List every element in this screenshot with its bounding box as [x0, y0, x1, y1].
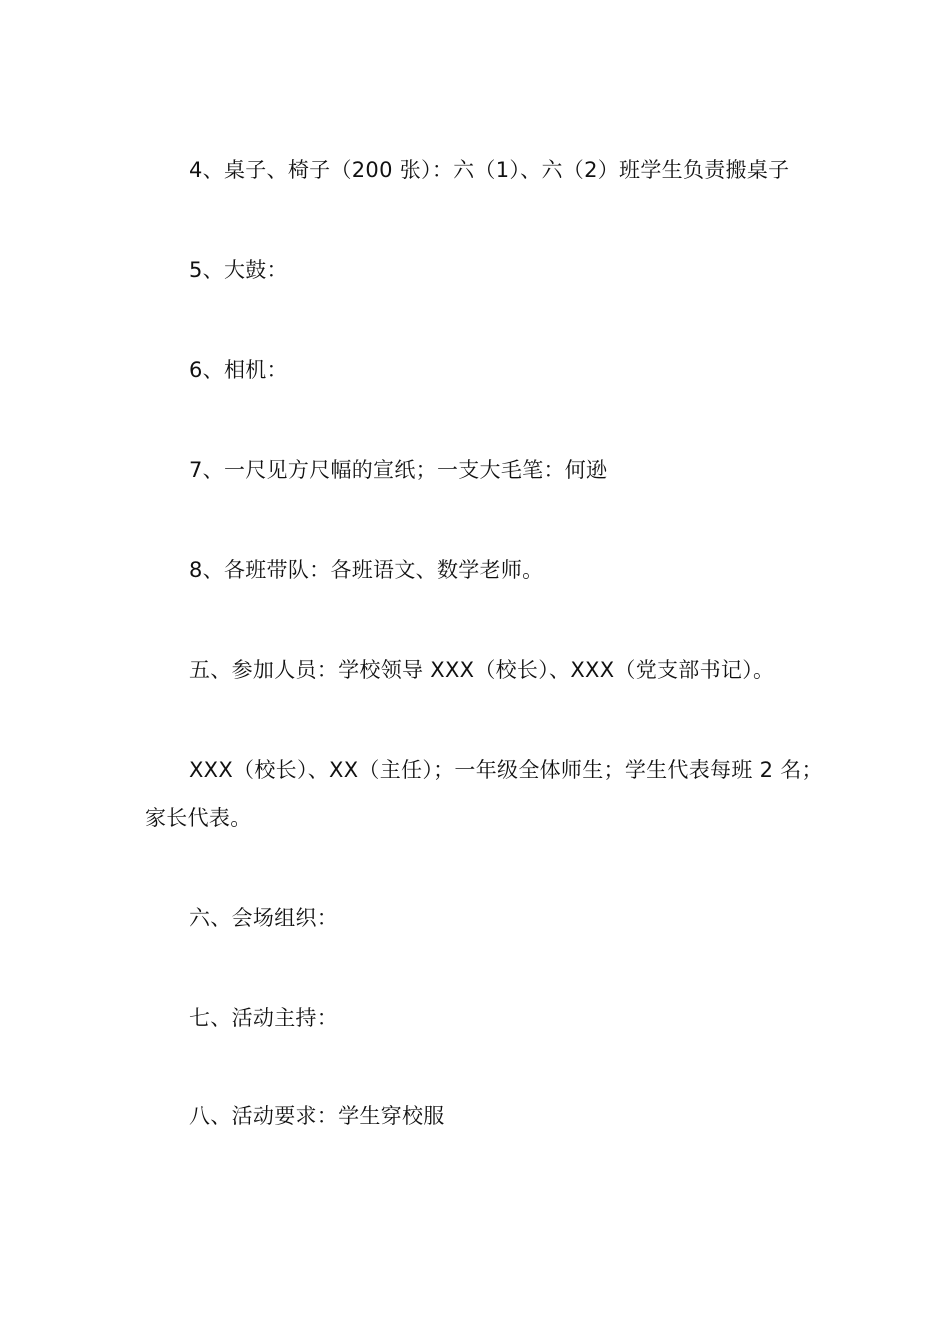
item-6-camera: 6、相机：	[189, 358, 288, 382]
section-5-participants: 五、参加人员：学校领导 XXX（校长）、XXX（党支部书记）。	[189, 658, 775, 682]
item-7-paper-brush: 7、一尺见方尺幅的宣纸；一支大毛笔：何逊	[189, 458, 608, 482]
item-4-desks-chairs: 4、桌子、椅子（200 张）：六（1）、六（2）班学生负责搬桌子	[189, 158, 790, 182]
section-8-requirements: 八、活动要求：学生穿校服	[189, 1104, 445, 1128]
participants-list: XXX（校长）、XX（主任）；一年级全体师生；学生代表每班 2 名；	[189, 758, 823, 782]
item-5-drum: 5、大鼓：	[189, 258, 288, 282]
participants-list-continued: 家长代表。	[145, 806, 252, 830]
section-6-venue: 六、会场组织：	[189, 906, 339, 930]
section-7-host: 七、活动主持：	[189, 1006, 339, 1030]
item-8-class-leaders: 8、各班带队：各班语文、数学老师。	[189, 558, 544, 582]
